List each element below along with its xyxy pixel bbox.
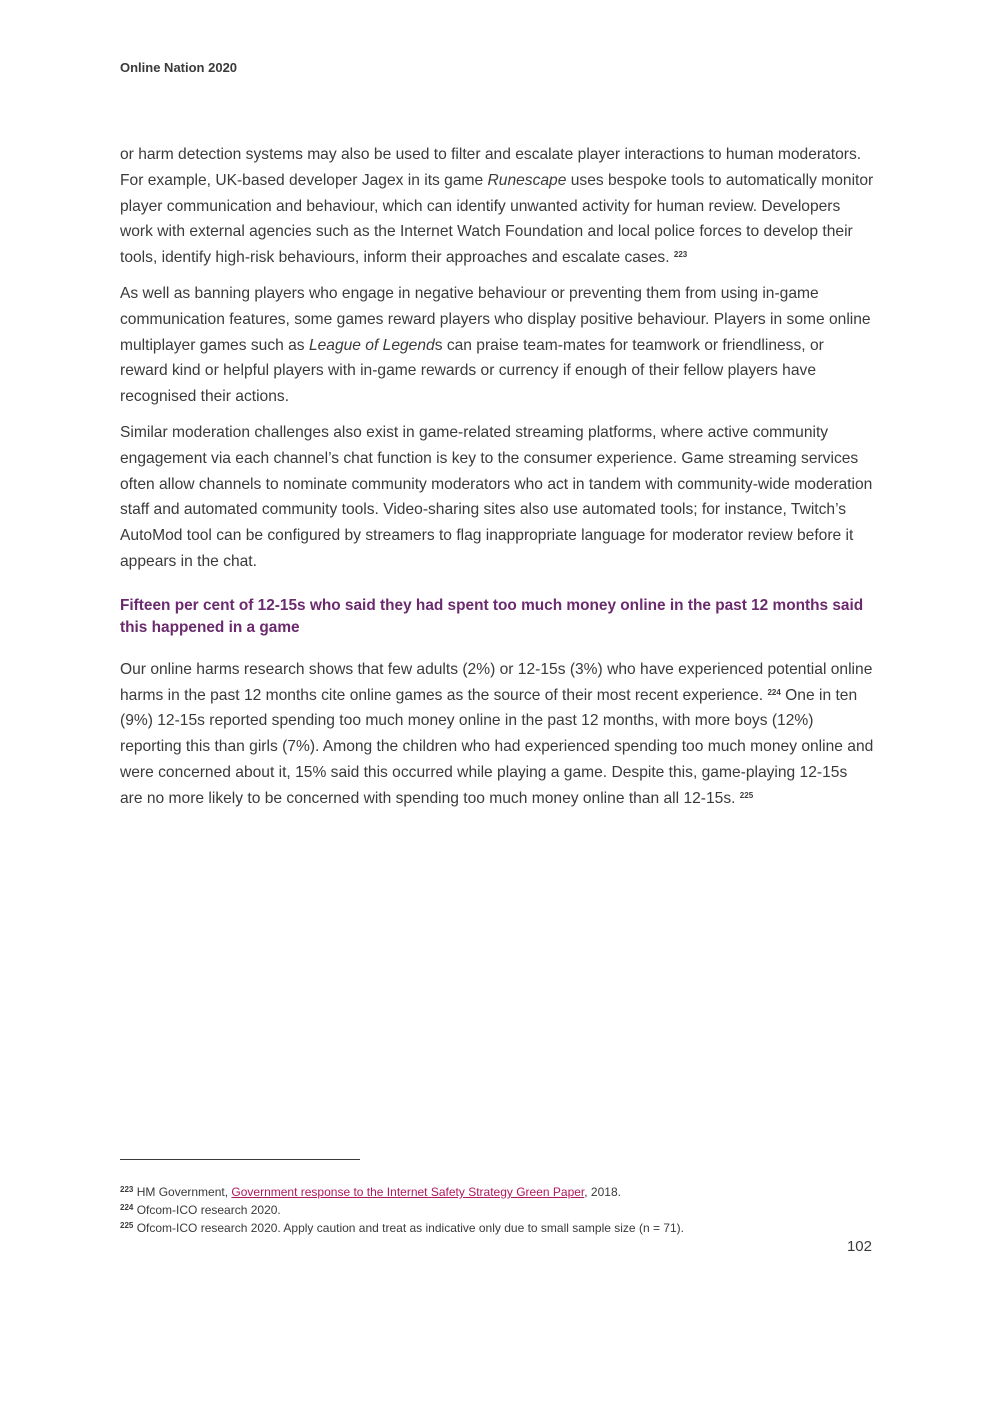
footnote-ref-224[interactable]: 224 [767, 687, 781, 697]
text-run: or harm detection systems may also be used to filter and escalate player interactions to human moderators. For example, UK-based developer Jagex in its game [120, 146, 862, 189]
paragraph-positive-behaviour [120, 281, 874, 410]
text-run: s can praise team-mates for teamwork or friendliness, or reward kind or helpful players with in-game rewards or currency if enough of their fellow players have recognised their actions. [120, 336, 824, 406]
paragraph-streaming-moderation: Similar moderation challenges also exist in game-related streaming platforms, where active community engagement via each channel’s chat function is key to the consumer experience. Game streaming services often allow channels to nominate community moderators who act in tandem with community-wide moderation staff and automated community tools. Video-sharing sites also use automated tools; for instance, Twitch’s AutoMod tool can be configured by streamers to flag inappropriate language for moderator review before it appears in the chat. [120, 423, 873, 570]
footnotes [120, 1183, 880, 1237]
paragraph-online-harms [120, 657, 874, 812]
page-header-title: Online Nation 2020 [120, 60, 238, 75]
paragraph-moderation-tools [120, 142, 874, 271]
footnote-text: HM Government, [133, 1185, 232, 1199]
page-number: 102 [846, 1238, 872, 1255]
text-run: One in ten (9%) 12-15s reported spending too much money online in the past 12 months, with more boys (12%) reporting this than girls (7%). Among the children who had experienced spending too much money online and were concerned about it, 15% said this occurred while playing a game. Despite this, game-playing 12-15s are no more likely to be concerned with spending too much money online than all 12-15s. [120, 686, 874, 807]
body-text [120, 142, 874, 822]
text-run: As well as banning players who engage in negative behaviour or preventing them from using in-game communication features, some games reward players who display positive behaviour. Players in some online multiplayer games such as [120, 284, 871, 354]
footnote-ref-223[interactable]: 223 [673, 250, 688, 260]
footnote-text: , 2018. [584, 1185, 621, 1199]
footnote-divider [120, 1159, 360, 1160]
footnote-224 [120, 1201, 880, 1219]
footnote-number: 223 [120, 1185, 134, 1194]
section-subheading: Fifteen per cent of 12-15s who said they had spent too much money online in the past 12 months said this happened in a game [120, 596, 864, 636]
footnote-223 [120, 1183, 880, 1201]
game-title-italic: League of Legend [308, 336, 435, 354]
footnote-number: 225 [120, 1221, 134, 1230]
text-run: Our online harms research shows that few adults (2%) or 12-15s (3%) who have experienced potential online harms in the past 12 months cite online games as the source of their most recent experience. [120, 660, 873, 704]
text-run: uses bespoke tools to automatically monitor player communication and behaviour, which can identify unwanted activity for human review. Developers work with external agencies such as the Internet Watch Foundation and local police forces to develop their tools, identify high-risk behaviours, inform their approaches and escalate cases. [120, 171, 874, 267]
footnote-text: Ofcom-ICO research 2020. Apply caution and treat as indicative only due to small sample size (n = 71). [133, 1221, 684, 1235]
footnote-number: 224 [120, 1203, 134, 1212]
footnote-text: Ofcom-ICO research 2020. [133, 1203, 281, 1217]
footnote-ref-225[interactable]: 225 [739, 790, 754, 800]
footnote-225 [120, 1219, 880, 1237]
footnote-link[interactable]: Government response to the Internet Safety Strategy Green Paper [231, 1185, 585, 1199]
game-title-italic: Runescape [487, 171, 567, 189]
